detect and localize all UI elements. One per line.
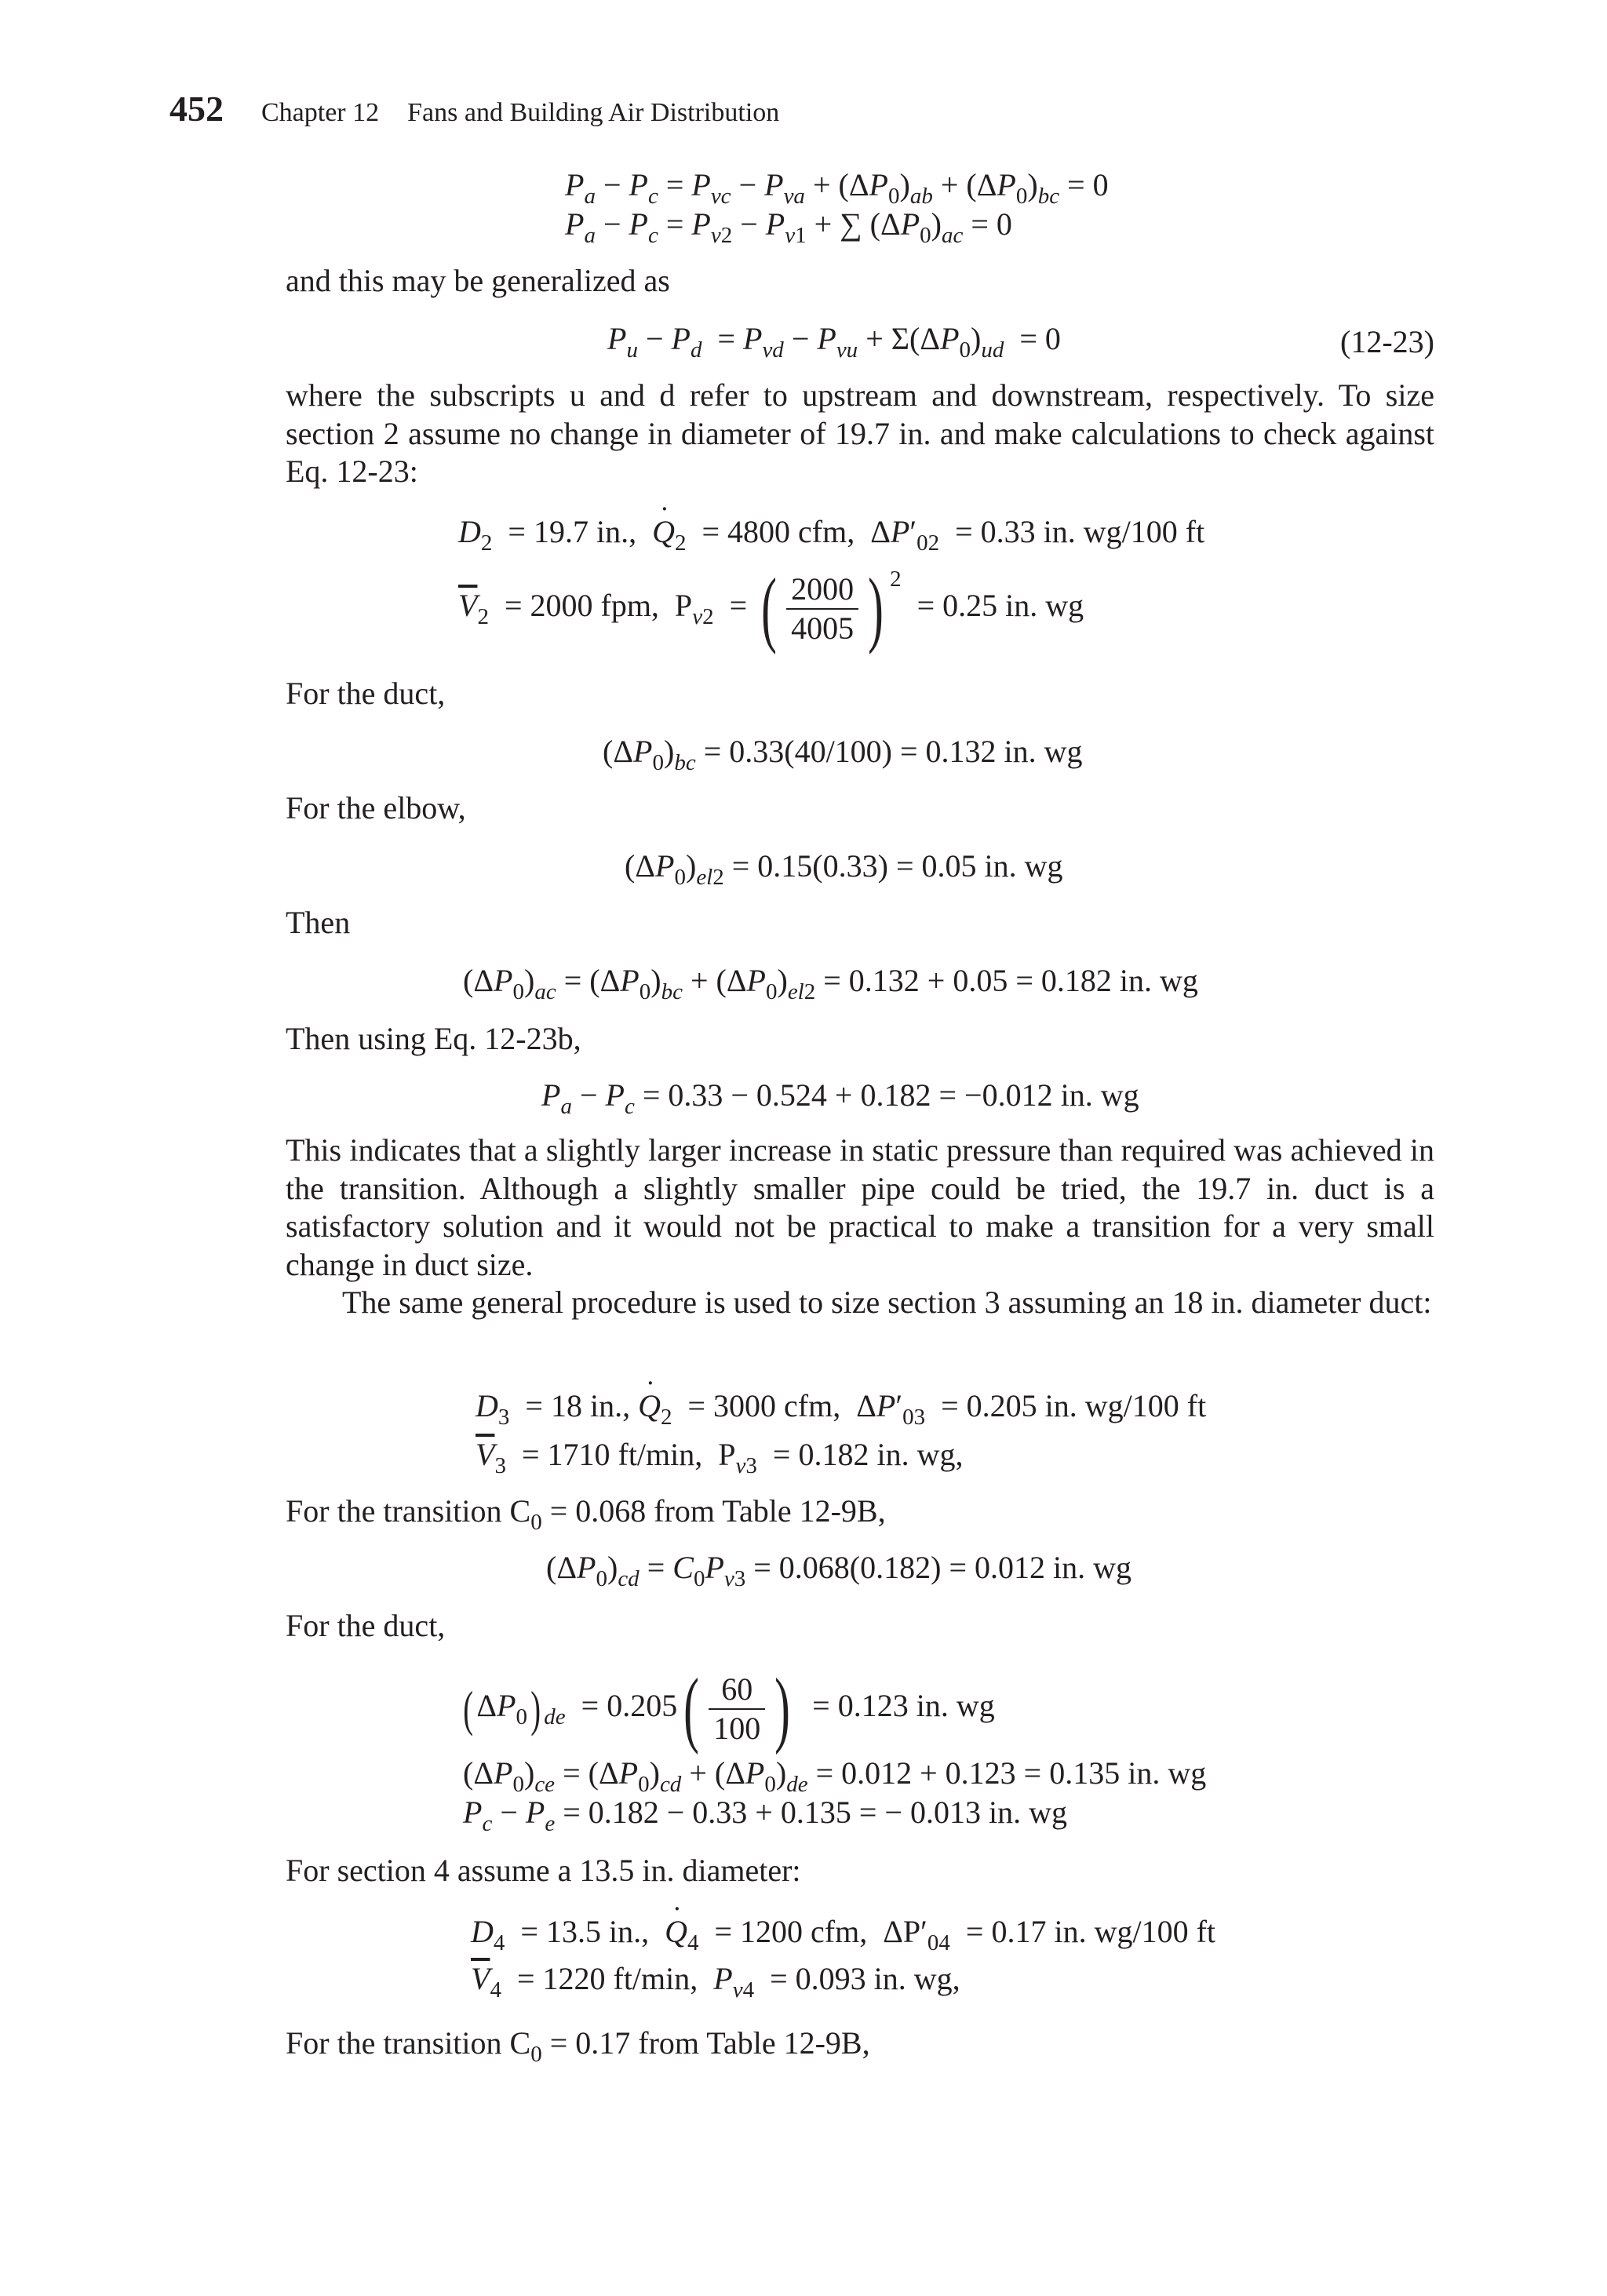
text-line: For the transition $C_0 = 0.068$ from Table 12-9B, [286, 1493, 886, 1535]
paragraph [286, 1284, 1434, 1322]
equation: $(\Delta P_0)_{el2} = 0.15(0.33) = 0.05$ in. wg [625, 848, 1063, 890]
text-line: For the elbow, [286, 790, 466, 825]
text-line: Then using Eq. 12-23b, [286, 1021, 581, 1056]
equation-number: (12-23) [1340, 324, 1434, 359]
page-number: 452 [169, 89, 224, 129]
equation: $D_2 = 19.7$ in., ˙ $Q_2 = 4800$ cfm, $\Delta P'_{02} = 0.33$ in. wg/100 ft [458, 516, 1204, 548]
paragraph [286, 1132, 1434, 1284]
equation: $D_4 = 13.5$ in., ˙ $Q_4 = 1200$ cfm, $\Delta P'_{04} = 0.17$ in. wg/100 ft [471, 1916, 1215, 1948]
equation: $\overline{V}_3 = 1710$ ft/min, $P_{v3} = 0.182$ in. wg, [476, 1437, 964, 1478]
text-line: For the duct, [286, 676, 446, 711]
equation: $P_a - P_c = 0.33 - 0.524 + 0.182 = -0.012$ in. wg [541, 1077, 1139, 1119]
text-line: For the transition $C_0 = 0.17$ from Table 12-9B, [286, 2025, 870, 2067]
equation: $(\Delta P_0)_{bc} = 0.33(40/100) = 0.132$ in. wg [603, 734, 1083, 775]
equation: $P_a - P_c = P_{vc} - P_{va} + (\Delta P_0)_{ab} + (\Delta P_0)_{bc} = 0$ [565, 167, 1109, 209]
paragraph-text: where the subscripts u and d refer to upstream and downstream, respectively. To size section 2 assume no change in diameter of 19.7 in. and make calculations to check against Eq. 12-23: [286, 377, 1434, 489]
text-line: Then [286, 905, 351, 940]
equation: $(\Delta P_0)_{ac} = (\Delta P_0)_{bc} + (\Delta P_0)_{el2} = 0.132 + 0.05 = 0.182$ in. wg [463, 963, 1198, 1004]
chapter-label: Chapter 12 Fans and Building Air Distribution [261, 98, 780, 127]
equation: $(\Delta P_0)_{ce} = (\Delta P_0)_{cd} + (\Delta P_0)_{de} = 0.012 + 0.123 = 0.135$ in. wg [463, 1755, 1207, 1797]
text-line: and this may be generalized as [286, 263, 670, 298]
equation: $P_u - P_d = P_{vd} - P_{vu} + \Sigma(\Delta P_0)_{ud} = 0$ [607, 321, 1061, 363]
paragraph [286, 377, 1434, 491]
equation: $P_c - P_e = 0.182 - 0.33 + 0.135$ = − 0.013 in. wg [463, 1795, 1067, 1836]
running-header [169, 88, 779, 129]
paragraph-text: This indicates that a slightly larger increase in static pressure than required was achieved in the transition. Although a slightly smaller pipe could be tried, the 19.7 in. duct is a satisfactory solution and it would not be practical to make a transition for a very small change in duct size. [286, 1132, 1434, 1282]
equation: $\overline{V}_4 = 1220$ ft/min, $P_{v4} = 0.093$ in. wg, [471, 1961, 960, 2003]
text-line: For the duct, [286, 1608, 446, 1643]
equation: $\overline{V}_2 = 2000$ fpm, $P_{v2}$ = ( $\frac{2000}{4005}$ ) $^2$ = 0.25 in. wg [458, 562, 1084, 655]
equation: $P_a - P_c = P_{v2} - P_{v1}$ + ∑ $(\Delta P_0)_{ac} = 0$ [565, 206, 1012, 248]
paragraph-text: The same general procedure is used to size section 3 assuming an 18 in. diameter duct: [342, 1285, 1432, 1320]
equation: $D_3 = 18$ in., ˙ $Q_2 = 3000$ cfm, $\Delta P'_{03} = 0.205$ in. wg/100 ft [476, 1390, 1206, 1422]
equation: ( $\Delta P_0$) $_{de}$ = 0.205( $\frac{60}{100}$ ) = 0.123 in. wg [463, 1662, 995, 1755]
text-line: For section 4 assume a 13.5 in. diameter: [286, 1853, 801, 1888]
equation: $(\Delta P_0)_{cd} = C_0P_{v3} = 0.068(0.182) = 0.012$ in. wg [546, 1550, 1132, 1591]
